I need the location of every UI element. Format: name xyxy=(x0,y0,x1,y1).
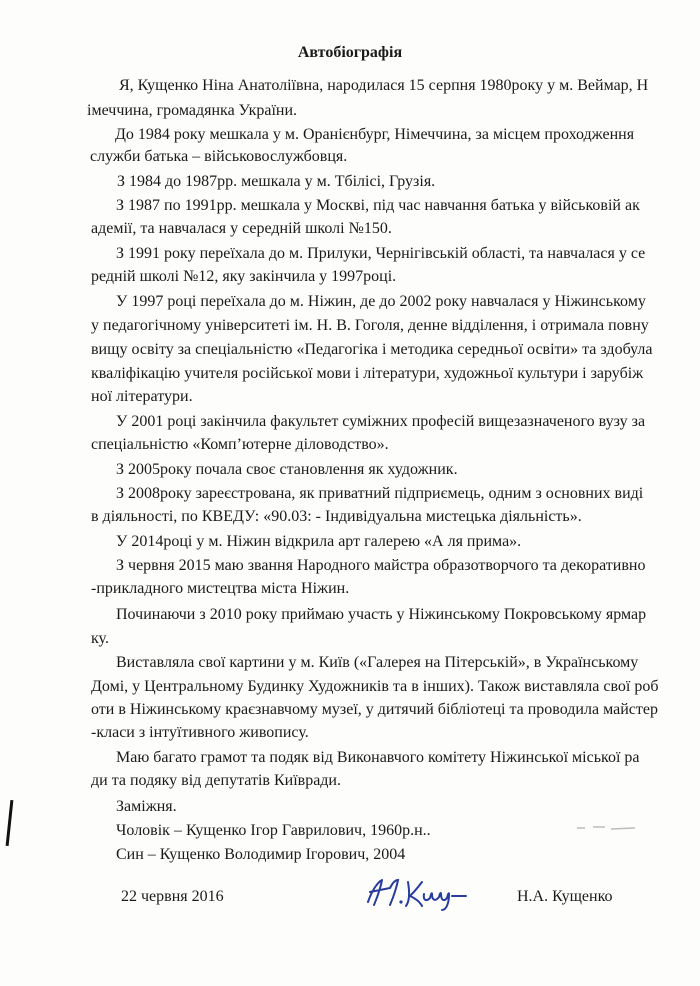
text-line: У 1997 році переїхала до м. Ніжин, де до 2002 року навчалася у Ніжинському xyxy=(116,293,646,310)
signer-name: Н.А. Кущенко xyxy=(517,888,613,905)
text-line: спеціальністю «Комп’ютерне діловодство». xyxy=(91,436,389,453)
text-line: З 1984 до 1987рр. мешкала у м. Тбілісі, Грузія. xyxy=(117,173,436,190)
text-line: у педагогічному університеті ім. Н. В. Гоголя, денне відділення, і отримала повну xyxy=(91,317,649,334)
text-line: служби батька – військовослужбовця. xyxy=(90,148,348,165)
text-line: -класи з інтуїтивного живопису. xyxy=(91,724,309,741)
text-line: ди та подяку від депутатів Київради. xyxy=(91,772,341,789)
text-line: адемії, та навчалася у середній школі №150. xyxy=(91,220,392,237)
text-line: імеччина, громадянка України. xyxy=(87,102,298,119)
text-line: Починаючи з 2010 року приймаю участь у Ніжинському Покровському ярмар xyxy=(116,606,647,623)
text-line: До 1984 року мешкала у м. Оранієнбург, Німеччина, за місцем проходження xyxy=(115,126,635,143)
text-line: З 1987 по 1991рр. мешкала у Москві, під час навчання батька у військовій ак xyxy=(116,197,640,214)
text-line: Син – Кущенко Володимир Ігорович, 2004 xyxy=(116,846,406,863)
handwritten-signature xyxy=(360,872,472,912)
text-line: ної літератури. xyxy=(91,388,193,405)
text-line: кваліфікацію учителя російської мови і літератури, художньої культури і зарубіж xyxy=(91,365,644,382)
text-line: в діяльності, по КВЕДУ: «90.03: - Індивідуальна мистецька діяльність». xyxy=(91,508,582,525)
text-line: У 2001 році закінчила факультет суміжних професій вищезазначеного вузу за xyxy=(116,413,646,430)
text-line: -прикладного мистецтва міста Ніжин. xyxy=(91,580,350,597)
text-line: Я, Кущенко Ніна Анатоліївна, народилася 15 серпня 1980року у м. Веймар, Н xyxy=(119,77,649,94)
text-line: Чоловік – Кущенко Ігор Гаврилович, 1960р.н.. xyxy=(116,822,431,839)
text-line: ку. xyxy=(91,630,109,647)
text-line: Домі, у Центральному Будинку Художників та в інших). Також виставляла свої роб xyxy=(91,678,659,695)
text-line: вищу освіту за спеціальністю «Педагогіка і методика середньої освіти» та здобула xyxy=(91,341,653,358)
text-line: оти в Ніжинському краєзнавчому музеї, у дитячий бібліотеці та проводила майстер xyxy=(91,701,658,718)
faint-scan-artifact xyxy=(575,822,637,832)
document-date: 22 червня 2016 xyxy=(121,888,224,905)
text-line: З 2005року почала своє становлення як художник. xyxy=(116,461,458,478)
text-line: Виставляла свої картини у м. Київ («Галерея на Пітерській», в Українському xyxy=(116,654,639,671)
scan-mark xyxy=(6,800,14,846)
text-line: Заміжня. xyxy=(116,798,177,815)
text-line: редній школі №12, яку закінчила у 1997році. xyxy=(91,268,397,285)
text-line: Маю багато грамот та подяк від Виконавчого комітету Ніжинської міської ра xyxy=(116,749,640,766)
text-line: У 2014році у м. Ніжин відкрила арт галерею «А ля прима». xyxy=(116,533,522,550)
text-line: З 1991 року переїхала до м. Прилуки, Чернігівській області, та навчалася у се xyxy=(116,245,646,262)
text-line: З 2008року зареєстрована, як приватний підприємець, одним з основних виді xyxy=(116,485,644,502)
document-title: Автобіографія xyxy=(297,44,403,61)
text-line: З червня 2015 маю звання Народного майстра образотворчого та декоративно xyxy=(116,557,646,574)
